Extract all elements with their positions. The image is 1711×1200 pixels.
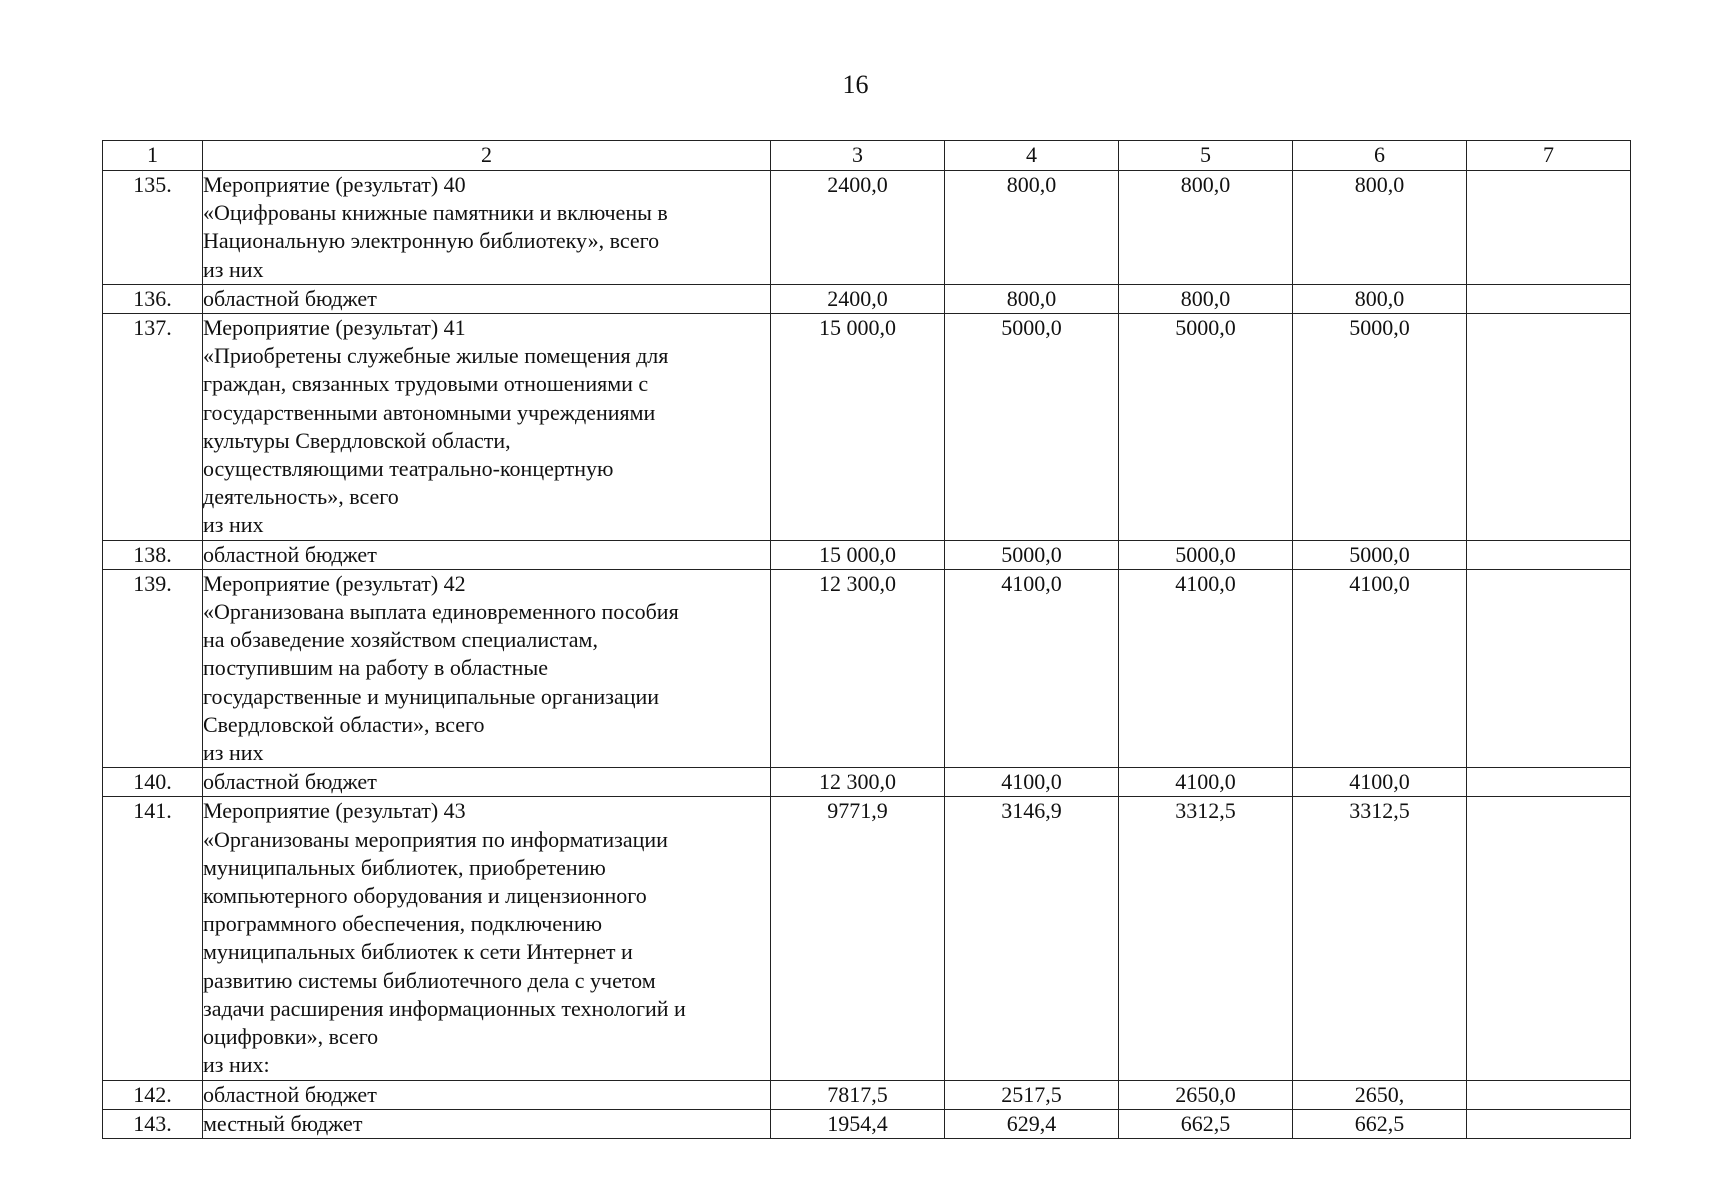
description-line: областной бюджет xyxy=(203,285,377,311)
row-number: 140. xyxy=(103,768,203,797)
row-number: 141. xyxy=(103,797,203,1080)
value-col-4: 2517,5 xyxy=(945,1080,1119,1109)
value-col-7 xyxy=(1467,1080,1631,1109)
description-line: культуры Свердловской области, xyxy=(203,427,511,453)
row-number: 142. xyxy=(103,1080,203,1109)
table-body xyxy=(103,171,1631,1139)
description-line: Мероприятие (результат) 40 xyxy=(203,172,466,197)
header-col-5: 5 xyxy=(1119,141,1293,171)
value-col-3: 15 000,0 xyxy=(771,540,945,569)
header-col-1: 1 xyxy=(103,141,203,171)
value-col-5: 800,0 xyxy=(1119,171,1293,285)
table-row xyxy=(103,1080,1631,1109)
row-number: 136. xyxy=(103,284,203,313)
description-line: муниципальных библиотек, приобретению xyxy=(203,854,606,880)
description-line: областной бюджет xyxy=(203,769,377,795)
value-col-6: 3312,5 xyxy=(1293,797,1467,1080)
description-line: «Организованы мероприятия по информатизации xyxy=(203,826,668,852)
description-line: деятельность», всего xyxy=(203,484,399,510)
row-description xyxy=(203,171,771,285)
table-header-row xyxy=(103,141,1631,171)
description-line: областной бюджет xyxy=(203,541,377,567)
header-col-2: 2 xyxy=(203,141,771,171)
row-description xyxy=(203,314,771,541)
value-col-4: 4100,0 xyxy=(945,569,1119,767)
table-row xyxy=(103,569,1631,767)
description-line: задачи расширения информационных технологий и xyxy=(203,995,686,1021)
row-description xyxy=(203,569,771,767)
value-col-7 xyxy=(1467,797,1631,1080)
table-row xyxy=(103,314,1631,541)
row-description xyxy=(203,1109,771,1138)
value-col-6: 800,0 xyxy=(1293,171,1467,285)
value-col-7 xyxy=(1467,569,1631,767)
page-number: 16 xyxy=(842,70,869,99)
value-col-4: 5000,0 xyxy=(945,314,1119,541)
description-line: «Оцифрованы книжные памятники и включены в xyxy=(203,200,668,226)
value-col-6: 800,0 xyxy=(1293,284,1467,313)
value-col-7 xyxy=(1467,768,1631,797)
description-line: государственными автономными учреждениями xyxy=(203,399,656,425)
value-col-5: 4100,0 xyxy=(1119,768,1293,797)
value-col-6: 4100,0 xyxy=(1293,569,1467,767)
description-line: местный бюджет xyxy=(203,1110,363,1136)
row-number: 138. xyxy=(103,540,203,569)
value-col-4: 800,0 xyxy=(945,284,1119,313)
row-number: 137. xyxy=(103,314,203,541)
description-line: на обзаведение хозяйством специалистам, xyxy=(203,627,598,653)
row-description xyxy=(203,768,771,797)
value-col-6: 5000,0 xyxy=(1293,540,1467,569)
description-line: Свердловской области», всего xyxy=(203,711,485,737)
table-row xyxy=(103,768,1631,797)
header-col-3: 3 xyxy=(771,141,945,171)
header-col-6: 6 xyxy=(1293,141,1467,171)
description-line: из них: xyxy=(203,1052,270,1078)
value-col-3: 2400,0 xyxy=(771,284,945,313)
value-col-5: 662,5 xyxy=(1119,1109,1293,1138)
value-col-3: 15 000,0 xyxy=(771,314,945,541)
value-col-4: 3146,9 xyxy=(945,797,1119,1080)
value-col-5: 5000,0 xyxy=(1119,314,1293,541)
row-description xyxy=(203,284,771,313)
header-col-4: 4 xyxy=(945,141,1119,171)
value-col-4: 800,0 xyxy=(945,171,1119,285)
description-line: муниципальных библиотек к сети Интернет и xyxy=(203,939,633,965)
value-col-5: 2650,0 xyxy=(1119,1080,1293,1109)
row-description xyxy=(203,797,771,1080)
description-line: из них xyxy=(203,256,264,282)
description-line: Мероприятие (результат) 43 xyxy=(203,798,466,824)
value-col-5: 5000,0 xyxy=(1119,540,1293,569)
value-col-3: 12 300,0 xyxy=(771,768,945,797)
description-line: из них xyxy=(203,512,264,538)
value-col-3: 2400,0 xyxy=(771,171,945,285)
value-col-4: 4100,0 xyxy=(945,768,1119,797)
value-col-7 xyxy=(1467,314,1631,541)
value-col-6: 5000,0 xyxy=(1293,314,1467,541)
value-col-6: 4100,0 xyxy=(1293,768,1467,797)
description-line: Мероприятие (результат) 41 xyxy=(203,315,466,341)
description-line: из них xyxy=(203,740,264,766)
row-description xyxy=(203,540,771,569)
budget-table xyxy=(102,140,1631,1139)
value-col-5: 800,0 xyxy=(1119,284,1293,313)
description-line: «Приобретены служебные жилые помещения для xyxy=(203,343,669,369)
value-col-5: 4100,0 xyxy=(1119,569,1293,767)
description-line: областной бюджет xyxy=(203,1081,377,1107)
table-row xyxy=(103,171,1631,285)
row-description xyxy=(203,1080,771,1109)
table-row xyxy=(103,797,1631,1080)
row-number: 135. xyxy=(103,171,203,285)
value-col-4: 5000,0 xyxy=(945,540,1119,569)
table-row xyxy=(103,1109,1631,1138)
value-col-3: 1954,4 xyxy=(771,1109,945,1138)
value-col-7 xyxy=(1467,171,1631,285)
value-col-6: 662,5 xyxy=(1293,1109,1467,1138)
description-line: компьютерного оборудования и лицензионного xyxy=(203,883,647,909)
description-line: программного обеспечения, подключению xyxy=(203,911,603,937)
header-col-7: 7 xyxy=(1467,141,1631,171)
value-col-3: 7817,5 xyxy=(771,1080,945,1109)
value-col-5: 3312,5 xyxy=(1119,797,1293,1080)
value-col-7 xyxy=(1467,540,1631,569)
description-line: поступившим на работу в областные xyxy=(203,655,548,681)
description-line: «Организована выплата единовременного пособия xyxy=(203,599,679,625)
description-line: оцифровки», всего xyxy=(203,1024,379,1050)
description-line: развитию системы библиотечного дела с учетом xyxy=(203,967,656,993)
table-row xyxy=(103,540,1631,569)
row-number: 143. xyxy=(103,1109,203,1138)
description-line: Мероприятие (результат) 42 xyxy=(203,570,466,596)
value-col-4: 629,4 xyxy=(945,1109,1119,1138)
description-line: граждан, связанных трудовыми отношениями с xyxy=(203,371,649,397)
row-number: 139. xyxy=(103,569,203,767)
value-col-7 xyxy=(1467,284,1631,313)
description-line: Национальную электронную библиотеку», всего xyxy=(203,228,660,254)
value-col-6: 2650, xyxy=(1293,1080,1467,1109)
description-line: государственные и муниципальные организации xyxy=(203,683,660,709)
description-line: осуществляющими театрально-концертную xyxy=(203,456,614,482)
value-col-3: 12 300,0 xyxy=(771,569,945,767)
value-col-7 xyxy=(1467,1109,1631,1138)
value-col-3: 9771,9 xyxy=(771,797,945,1080)
table-row xyxy=(103,284,1631,313)
